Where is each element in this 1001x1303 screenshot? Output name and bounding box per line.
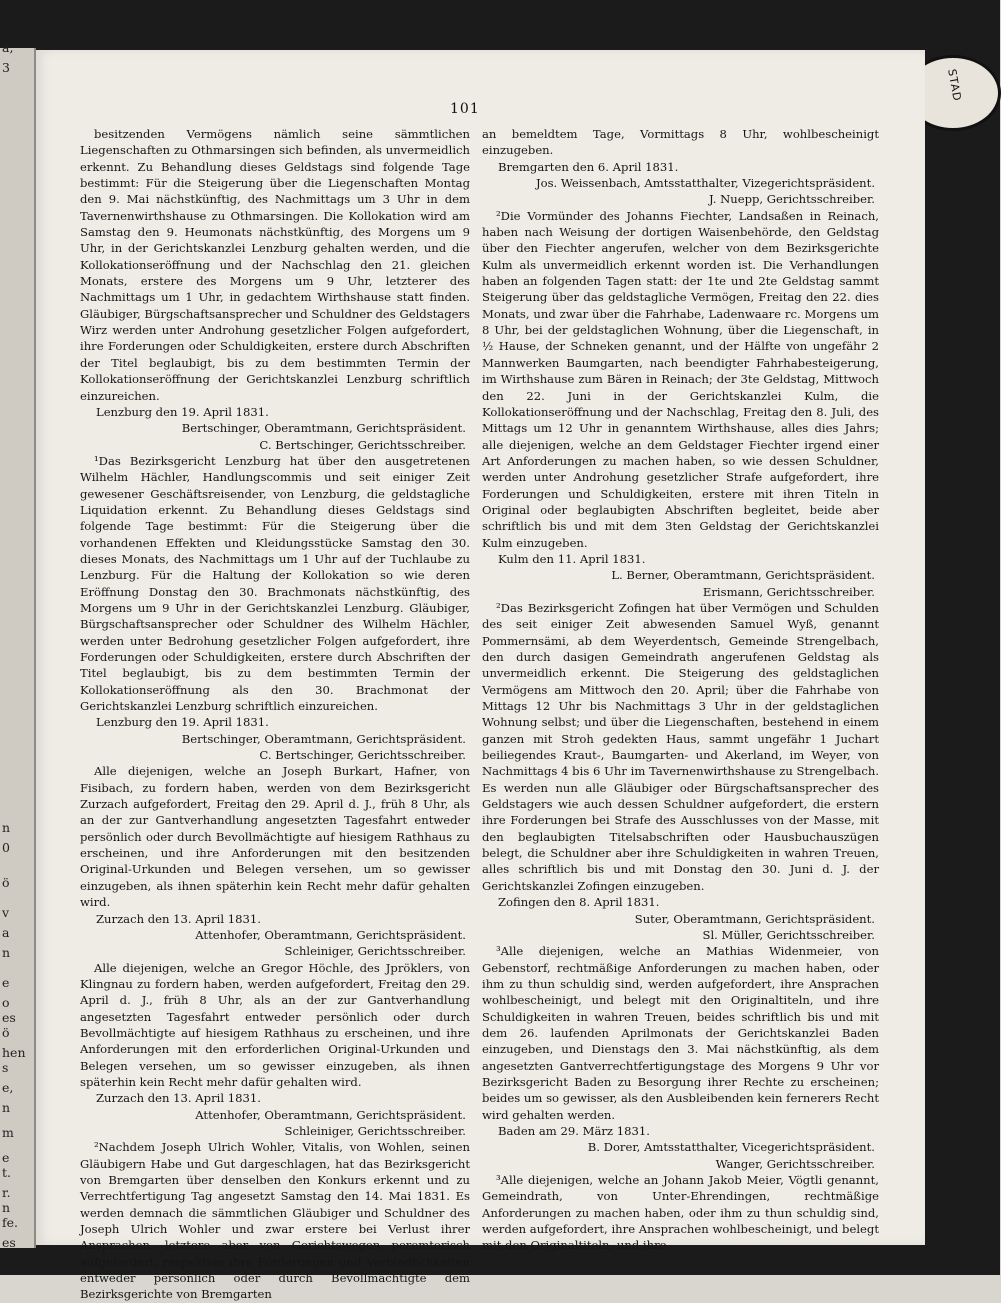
previous-page-fragment: n xyxy=(2,820,11,835)
previous-page-fragment: e xyxy=(2,975,10,990)
notice-dateline: Zurzach den 13. April 1831. xyxy=(96,1091,261,1106)
previous-page-fragment: e, xyxy=(2,1080,14,1095)
library-stamp-text: STAD xyxy=(945,68,964,103)
notice-paragraph: ²Das Bezirksgericht Zofingen hat über Vermögen und Schulden des seit einiger Zeit abwesenden Samuel Wyß, genannt Pommernsämi, ab dem Weyerdentsch, Gemeinde Strengelbach, den durch dasigen Gemeindrath angerufenen Geldstag als unvermeidlich erkennt. Die Steigerung des geldstaglichen Vermögens am Mittwoch den 20. April; über die Fahrhabe von Mittags 12 Uhr bis Nachmittags 3 Uhr in der geldstaglichen Wohnung selbst; und über die Liegenschaften, bestehend in einem ganzen mit Stroh gedekten Haus, sammt ungefähr 1 Juchart beiliegendes Kraut-, Baumgarten- und Akerland, im Weyer, von Nachmittags 4 bis 6 Uhr im Tavernenwirthshause zu Strengelbach. Es werden nun alle Gläubiger oder Bürgschaftsansprecher des Geldstagers wie auch dessen Schuldner aufgefordert, die erstern ihre Forderungen bei Strafe des Ausschlusses von der Masse, mit den beglaubigten Titelsabschriften oder Hausbuchauszügen belegt, die Schuldner aber ihre Schuldigkeiten in wahren Treuen, alles schriftlich bis und mit Donstag den 30. Juni d. J. der Gerichtskanzlei Zofingen einzugeben. xyxy=(482,600,879,893)
notice-signature: Jos. Weissenbach, Amtsstatthalter, Vizegerichtspräsident. xyxy=(535,176,875,191)
previous-page-fragment: n xyxy=(2,1200,11,1215)
notice-paragraph: Alle diejenigen, welche an Joseph Burkart, Hafner, von Fisibach, zu fordern haben, werden von dem Bezirksgericht Zurzach aufgefordert, Freitag den 29. April d. J., früh 8 Uhr, als an der zur Gantverhandlung angesetzten Tagesfahrt entweder persönlich oder durch Bevollmächtigte auf hiesigem Rathhaus zu erscheinen, und ihre Anforderungen mit den besitzenden Original-Urkunden und Belegen versehen, um so gewisser einzugeben, als ihnen späterhin kein Recht mehr dafür gehalten wird. xyxy=(80,764,470,910)
notice-signature: Sl. Müller, Gerichtsschreiber. xyxy=(702,927,875,942)
notice-signature: C. Bertschinger, Gerichtsschreiber. xyxy=(259,748,466,763)
previous-page-fragment: n xyxy=(2,945,11,960)
notice-signature: Attenhofer, Oberamtmann, Gerichtspräsident. xyxy=(195,927,466,942)
previous-page-fragment: s xyxy=(2,1060,9,1075)
previous-page-fragment: es xyxy=(2,1010,16,1025)
notice-dateline: Bremgarten den 6. April 1831. xyxy=(498,159,679,174)
notice-text: an bemeldtem Tage, Vormittags 8 Uhr, wohlbescheinigt einzugeben. xyxy=(482,127,879,158)
notice-dateline: Lenzburg den 19. April 1831. xyxy=(96,404,269,419)
previous-page-edge xyxy=(0,40,36,1250)
previous-page-fragment: v xyxy=(2,905,10,920)
notice-signature: B. Dorer, Amtsstatthalter, Vicegerichtspräsident. xyxy=(587,1140,875,1155)
previous-page-fragment: t. xyxy=(2,1165,11,1180)
notice-signature: Schleiniger, Gerichtsschreiber. xyxy=(284,944,466,959)
notice-dateline: Zurzach den 13. April 1831. xyxy=(96,911,261,926)
scan-background-right xyxy=(925,0,1000,1275)
notice-dateline: Baden am 29. März 1831. xyxy=(498,1123,650,1138)
notice-signature: Attenhofer, Oberamtmann, Gerichtspräsident. xyxy=(195,1107,466,1122)
left-column xyxy=(80,126,470,1303)
previous-page-fragment: r. xyxy=(2,1185,11,1200)
notice-paragraph: ³Alle diejenigen, welche an Johann Jakob Meier, Vögtli genannt, Gemeindrath, von Unter-Ehrendingen, rechtmäßige Anforderungen zu machen haben, oder ihm zu thun schuldig sind, werden aufgefordert, ihre Ansprachen wohlbescheinigt, und belegt mit den Originaltiteln, und ihre xyxy=(482,1173,879,1253)
notice-paragraph: Alle diejenigen, welche an Gregor Höchle, des Jpröklers, von Klingnau zu fordern haben, werden aufgefordert, Freitag den 29. April d. J., früh 8 Uhr, als an der zur Gantverhandlung angesetzten Tagesfahrt entweder persönlich oder durch Bevollmächtigte auf hiesigem Rathhaus zu erscheinen, und ihre Anforderungen mit den erforderlichen Original-Urkunden und Belegen versehen, um so gewisser einzugeben, als ihnen späterhin kein Recht mehr dafür gehalten wird. xyxy=(80,960,470,1089)
right-column xyxy=(482,126,879,1254)
previous-page-fragment: fe. xyxy=(2,1215,18,1230)
notice-paragraph: ¹Das Bezirksgericht Lenzburg hat über den ausgetretenen Wilhelm Hächler, Handlungscommis und seit einiger Zeit gewesener Geschäftsreisender, von Lenzburg, die geldstagliche Liquidation erkennt. Zu Behandlung dieses Geldstags sind folgende Tage bestimmt: Für die Steigerung über die vorhandenen Effekten und Kleidungsstücke Samstag den 30. dieses Monats, des Nachmittags um 1 Uhr auf der Tuchlaube zu Lenzburg. Für die Haltung der Kollokation so wie deren Eröffnung Donstag den 30. Brachmonats nächstkünftig, des Morgens um 9 Uhr in der Gerichtskanzlei Lenzburg. Gläubiger, Bürgschaftsansprecher oder Schuldner des Wilhelm Hächler, werden unter Bedrohung gesetzlicher Folgen aufgefordert, ihre Forderungen oder Schuldigkeiten, erstere durch Abschriften der Titel beglaubigt, bis zu dem bestimmten Termin der Kollokationseröffnung als den 30. Brachmonat der Gerichtskanzlei Lenzburg schriftlich einzureichen. xyxy=(80,453,470,714)
previous-page-fragment: hen xyxy=(2,1045,26,1060)
previous-page-fragment: ö xyxy=(2,875,10,890)
notice-signature: Schleiniger, Gerichtsschreiber. xyxy=(284,1123,466,1138)
notice-signature: L. Berner, Oberamtmann, Gerichtspräsident. xyxy=(611,568,875,583)
page-number: 101 xyxy=(450,101,480,117)
previous-page-fragment: a xyxy=(2,925,10,940)
notice-dateline: Zofingen den 8. April 1831. xyxy=(498,895,660,910)
notice-paragraph: ³Alle diejenigen, welche an Mathias Widenmeier, von Gebenstorf, rechtmäßige Anforderungen zu machen haben, oder ihm zu thun schuldig sind, werden aufgefordert, ihre Ansprachen wohlbescheinigt, und belegt mit den Originaltiteln, und ihre Schuldigkeiten in wahren Treuen, beides schriftlich bis und mit dem 26. laufenden Aprilmonats der Gerichtskanzlei Baden einzugeben, und Dienstags den 3. Mai nächstkünftig, als dem angesetzten Gantverrechtfertigungstage des Morgens 9 Uhr vor Bezirksgericht Baden zu Besorgung ihrer Rechte zu erscheinen; beides um so gewisser, als den Ausbleibenden kein fernerers Recht wird gehalten werden. xyxy=(482,944,879,1122)
notice-dateline: Lenzburg den 19. April 1831. xyxy=(96,715,269,730)
notice-signature: C. Bertschinger, Gerichtsschreiber. xyxy=(259,437,466,452)
notice-paragraph: ²Die Vormünder des Johanns Fiechter, Landsaßen in Reinach, haben nach Weisung der dortigen Waisenbehörde, den Geldstag über den Fiechter angerufen, welcher von dem Bezirksgerichte Kulm als unvermeidlich erkennt worden ist. Die Verhandlungen haben an folgenden Tagen statt: der 1te und 2te Geldstag sammt Steigerung über das geldstagliche Vermögen, Freitag den 22. dies Monats, und zwar über die Fahrhabe, Ladenwaare rc. Morgens um 8 Uhr, bei der geldstaglichen Wohnung, über die Liegenschaft, in ½ Hause, der Schneken genannt, und der Hälfte von ungefähr 2 Mannwerken Baumgarten, nach beendigter Fahrhabesteigerung, im Wirthshause zum Bären in Reinach; der 3te Geldstag, Mittwoch den 22. Juni in der Gerichtskanzlei Kulm, die Kollokationseröffnung und der Nachschlag, Freitag den 8. Juli, des Mittags um 12 Uhr in genanntem Wirthshause, alles dies Jahrs; alle diejenigen, welche an dem Geldstager Fiechter irgend einer Art Anforderungen zu machen haben, so wie dessen Schuldner, werden unter Androhung gesetzlicher Strafe aufgefordert, ihre Forderungen und Schuldigkeiten, erstere mit ihren Titeln in Original oder beglaubigten Abschriften begleitet, beide aber schriftlich bis und mit dem 3ten Geldstag der Gerichtskanzlei Kulm einzugeben. xyxy=(482,208,879,550)
notice-signature: Wanger, Gerichtsschreiber. xyxy=(715,1156,875,1171)
previous-page-fragment: es xyxy=(2,1235,16,1250)
previous-page-fragment: 0 xyxy=(2,840,10,855)
previous-page-fragment: o xyxy=(2,995,10,1010)
notice-signature: J. Nuepp, Gerichtsschreiber. xyxy=(708,192,875,207)
previous-page-fragment: e xyxy=(2,1150,10,1165)
notice-paragraph: besitzenden Vermögens nämlich seine sämmtlichen Liegenschaften zu Othmarsingen sich befinden, als unvermeidlich erkennt. Zu Behandlung dieses Geldstags sind folgende Tage bestimmt: Für die Steigerung über die Liegenschaften Montag den 9. Mai nächstkünftig, des Nachmittags um 3 Uhr in dem Tavernenwirthshause zu Othmarsingen. Die Kollokation wird am Samstag den 9. Heumonats nächstkünftig, des Morgens um 9 Uhr, in der Gerichtskanzlei Lenzburg gehalten werden, und die Kollokationseröffnung und der Nachschlag den 21. gleichen Monats, erstere des Morgens um 9 Uhr, letzterer des Nachmittags um 1 Uhr, in gedachtem Wirthshause statt finden. Gläubiger, Bürgschaftsansprecher und Schuldner des Geldstagers Wirz werden unter Androhung gesetzlicher Folgen aufgefordert, ihre Forderungen oder Schuldigkeiten, erstere durch Abschriften der Titel beglaubigt, bis zu dem bestimmten Termin der Kollokationseröffnung der Gerichtskanzlei Lenzburg schriftlich einzureichen. xyxy=(80,127,470,403)
notice-signature: Erismann, Gerichtsschreiber. xyxy=(702,584,875,599)
notice-paragraph: ²Nachdem Joseph Ulrich Wohler, Vitalis, von Wohlen, seinen Gläubigern Habe und Gut dargeschlagen, hat das Bezirksgericht von Bremgarten über denselben den Konkurs erkennt und zu Verrechtfertigung Tag angesetzt Samstag den 14. Mai 1831. Es werden demnach die sämmtlichen Gläubiger und Schuldner des Joseph Ulrich Wohler und zwar erstere bei Verlust ihrer Ansprachen, letztere aber von Gerichtswegen peremtorisch aufgefordert, respektive ihre Forderungen und Verbindlichkeiten entweder persönlich oder durch Bevollmächtigte dem Bezirksgerichte von Bremgarten xyxy=(80,1140,470,1302)
previous-page-fragment: 3 xyxy=(2,60,10,75)
notice-signature: Bertschinger, Oberamtmann, Gerichtspräsident. xyxy=(181,421,466,436)
notice-signature: Bertschinger, Oberamtmann, Gerichtspräsident. xyxy=(181,731,466,746)
notice-dateline: Kulm den 11. April 1831. xyxy=(498,551,646,566)
previous-page-fragment: ö xyxy=(2,1025,10,1040)
notice-signature: Suter, Oberamtmann, Gerichtspräsident. xyxy=(634,911,875,926)
previous-page-fragment: n xyxy=(2,1100,11,1115)
previous-page-fragment: a, xyxy=(2,40,14,55)
scan-background-top xyxy=(0,0,1000,50)
previous-page-fragment: m xyxy=(2,1125,14,1140)
